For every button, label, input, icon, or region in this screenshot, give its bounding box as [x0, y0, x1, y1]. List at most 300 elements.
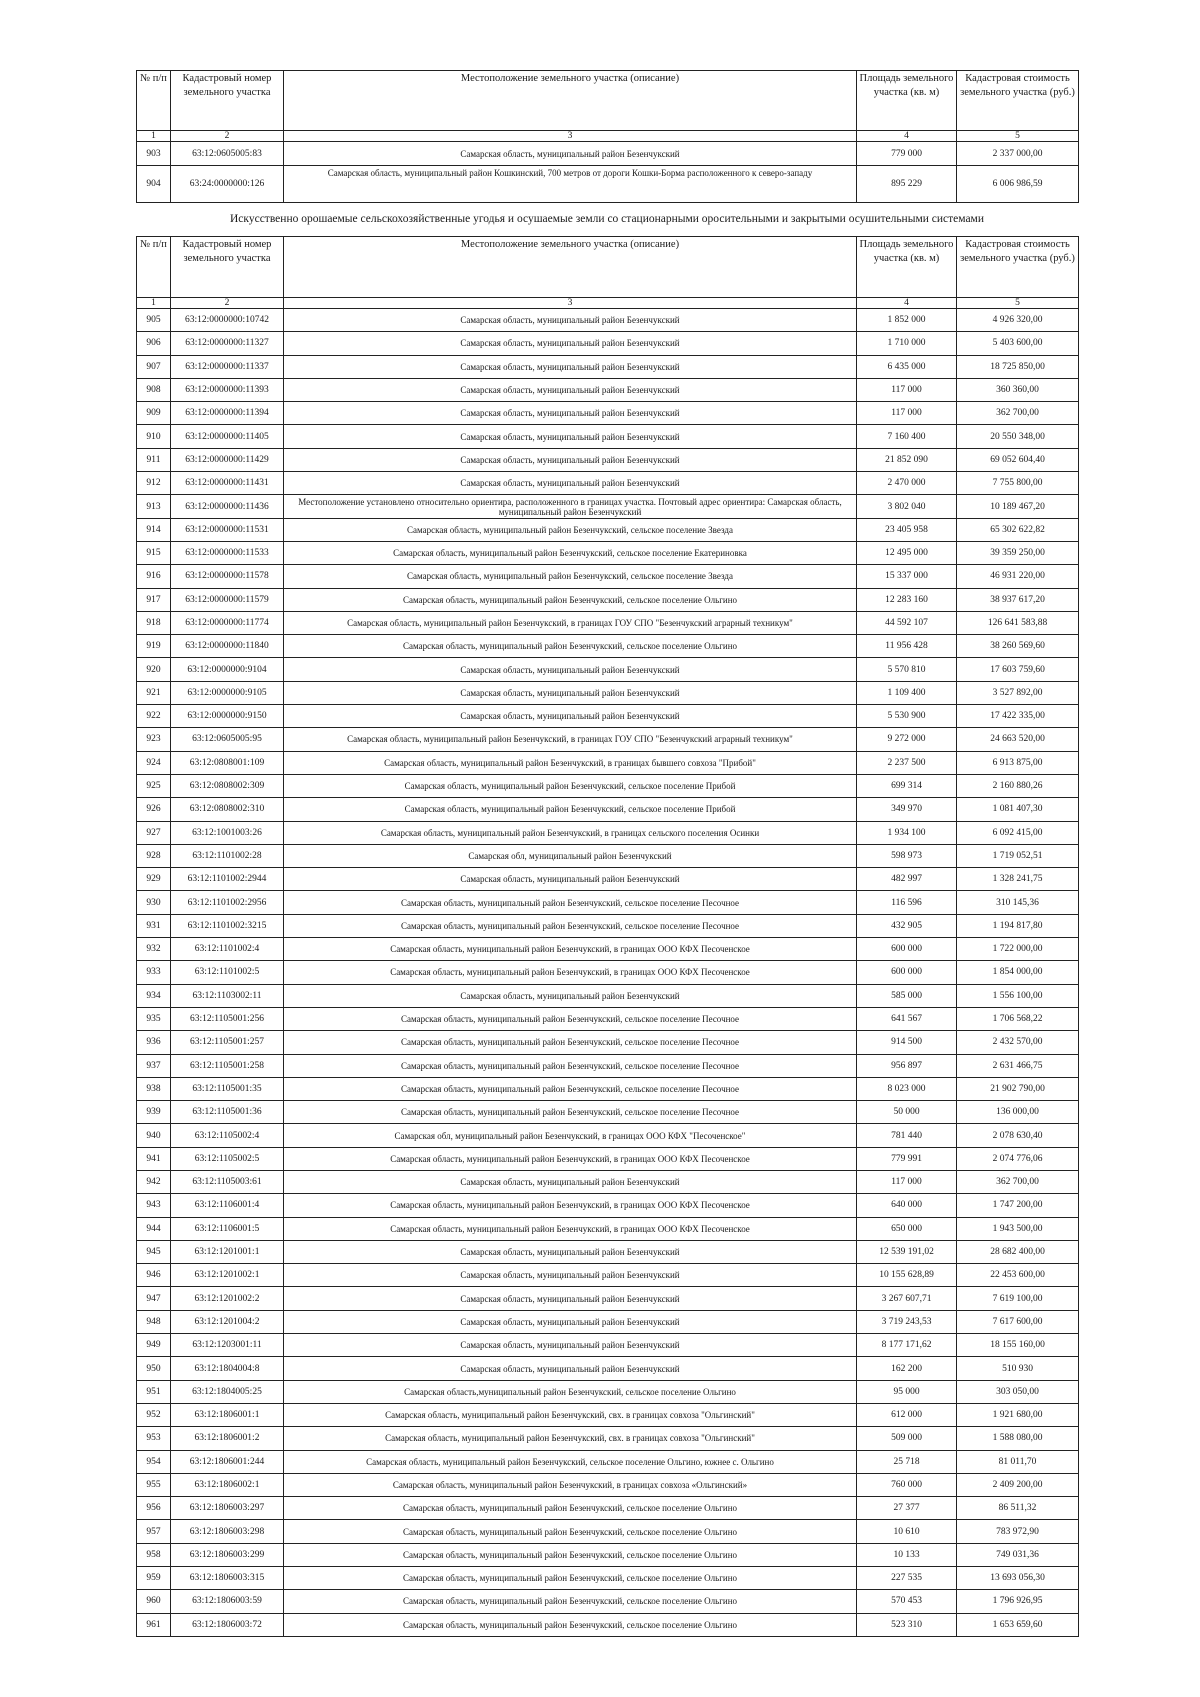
cadastral-number-cell: 63:12:0000000:11436 [171, 495, 284, 518]
cost-cell: 1 943 500,00 [957, 1217, 1079, 1240]
location-cell: Самарская область, муниципальный район Безенчукский [284, 1310, 857, 1333]
row-number-cell: 958 [137, 1543, 171, 1566]
row-number-cell: 920 [137, 658, 171, 681]
row-number-cell: 918 [137, 611, 171, 634]
row-number-cell: 961 [137, 1613, 171, 1636]
location-cell: Самарская область, муниципальный район Безенчукский, в границах ООО КФХ Песоченское [284, 1217, 857, 1240]
location-cell: Самарская область, муниципальный район Безенчукский [284, 142, 857, 166]
table-row [137, 1077, 1079, 1100]
row-number-cell: 955 [137, 1473, 171, 1496]
table-row [137, 1170, 1079, 1193]
header-location: Местоположение земельного участка (описание) [284, 71, 857, 131]
location-cell: Самарская область, муниципальный район Безенчукский, в границах ООО КФХ Песоченское [284, 961, 857, 984]
location-cell: Самарская область, муниципальный район Безенчукский [284, 658, 857, 681]
area-cell: 1 109 400 [857, 681, 957, 704]
area-cell: 12 495 000 [857, 541, 957, 564]
location-cell: Самарская область, муниципальный район Безенчукский, сельское поселение Ольгино [284, 635, 857, 658]
area-cell: 12 539 191,02 [857, 1240, 957, 1263]
location-cell: Самарская область, муниципальный район Безенчукский, в границах бывшего совхоза "Прибой" [284, 751, 857, 774]
location-cell: Самарская область, муниципальный район Безенчукский, в границах ООО КФХ Песоченское [284, 1147, 857, 1170]
location-cell: Самарская область, муниципальный район Безенчукский [284, 1240, 857, 1263]
table-row [137, 1264, 1079, 1287]
cadastral-number-cell: 63:12:1201002:2 [171, 1287, 284, 1310]
location-cell: Самарская область, муниципальный район Безенчукский [284, 448, 857, 471]
cost-cell: 362 700,00 [957, 402, 1079, 425]
cost-cell: 5 403 600,00 [957, 332, 1079, 355]
cost-cell: 1 556 100,00 [957, 984, 1079, 1007]
table-row [137, 1031, 1079, 1054]
cost-cell: 1 722 000,00 [957, 938, 1079, 961]
cadastral-number-cell: 63:12:1105002:5 [171, 1147, 284, 1170]
cost-cell: 22 453 600,00 [957, 1264, 1079, 1287]
table-row [137, 984, 1079, 1007]
cadastral-number-cell: 63:12:1806001:1 [171, 1403, 284, 1426]
table-row [137, 914, 1079, 937]
area-cell: 482 997 [857, 868, 957, 891]
cost-cell: 783 972,90 [957, 1520, 1079, 1543]
table-2-body [137, 309, 1079, 1637]
row-number-cell: 942 [137, 1170, 171, 1193]
cadastral-number-cell: 63:12:1201004:2 [171, 1310, 284, 1333]
row-number-cell: 911 [137, 448, 171, 471]
cadastral-number-cell: 63:12:0000000:11533 [171, 541, 284, 564]
cadastral-number-cell: 63:12:0605005:95 [171, 728, 284, 751]
table-row [137, 611, 1079, 634]
row-number-cell: 914 [137, 518, 171, 541]
column-index-row [137, 298, 1079, 309]
location-cell: Самарская область, муниципальный район Безенчукский, сельское поселение Ольгино [284, 1497, 857, 1520]
table-row [137, 1194, 1079, 1217]
cadastral-number-cell: 63:12:1806003:299 [171, 1543, 284, 1566]
location-cell: Самарская область, муниципальный район Безенчукский [284, 681, 857, 704]
row-number-cell: 903 [137, 142, 171, 166]
table-row [137, 378, 1079, 401]
area-cell: 1 852 000 [857, 309, 957, 332]
cost-cell: 17 603 759,60 [957, 658, 1079, 681]
cadastral-number-cell: 63:12:1201001:1 [171, 1240, 284, 1263]
area-cell: 598 973 [857, 844, 957, 867]
cost-cell: 10 189 467,20 [957, 495, 1079, 518]
cadastral-number-cell: 63:12:1201002:1 [171, 1264, 284, 1287]
table-row [137, 1357, 1079, 1380]
header-number: № п/п [137, 237, 171, 298]
cadastral-number-cell: 63:12:0000000:11394 [171, 402, 284, 425]
area-cell: 8 177 171,62 [857, 1334, 957, 1357]
cadastral-number-cell: 63:12:0000000:11405 [171, 425, 284, 448]
area-cell: 956 897 [857, 1054, 957, 1077]
table-row [137, 1310, 1079, 1333]
row-number-cell: 925 [137, 774, 171, 797]
cost-cell: 2 432 570,00 [957, 1031, 1079, 1054]
area-cell: 117 000 [857, 402, 957, 425]
cost-cell: 20 550 348,00 [957, 425, 1079, 448]
header-cadastral-number: Кадастровый номер земельного участка [171, 71, 284, 131]
row-number-cell: 919 [137, 635, 171, 658]
area-cell: 227 535 [857, 1567, 957, 1590]
header-area: Площадь земельного участка (кв. м) [857, 237, 957, 298]
cost-cell: 136 000,00 [957, 1101, 1079, 1124]
table-row [137, 425, 1079, 448]
cadastral-number-cell: 63:12:1106001:4 [171, 1194, 284, 1217]
cadastral-number-cell: 63:12:0808001:109 [171, 751, 284, 774]
location-cell: Самарская область, муниципальный район Безенчукский, в границах ООО КФХ Песоченское [284, 938, 857, 961]
area-cell: 3 802 040 [857, 495, 957, 518]
area-cell: 779 991 [857, 1147, 957, 1170]
location-cell: Самарская область, муниципальный район Безенчукский [284, 1357, 857, 1380]
table-row [137, 658, 1079, 681]
area-cell: 895 229 [857, 166, 957, 203]
table-row [137, 1054, 1079, 1077]
table-row [137, 1147, 1079, 1170]
cadastral-number-cell: 63:12:1105001:257 [171, 1031, 284, 1054]
row-number-cell: 953 [137, 1427, 171, 1450]
cadastral-number-cell: 63:12:1001003:26 [171, 821, 284, 844]
column-index: 4 [857, 131, 957, 142]
location-cell: Самарская область, муниципальный район Безенчукский, свх. в границах совхоза "Ольгинский" [284, 1427, 857, 1450]
header-cadastral-number: Кадастровый номер земельного участка [171, 237, 284, 298]
cadastral-number-cell: 63:12:1806003:59 [171, 1590, 284, 1613]
table-row [137, 1427, 1079, 1450]
area-cell: 2 470 000 [857, 472, 957, 495]
table-header-row [137, 237, 1079, 298]
cost-cell: 2 337 000,00 [957, 142, 1079, 166]
cost-cell: 38 260 569,60 [957, 635, 1079, 658]
cost-cell: 18 725 850,00 [957, 355, 1079, 378]
cost-cell: 6 913 875,00 [957, 751, 1079, 774]
cost-cell: 7 755 800,00 [957, 472, 1079, 495]
cadastral-number-cell: 63:12:1101002:2944 [171, 868, 284, 891]
cost-cell: 1 747 200,00 [957, 1194, 1079, 1217]
row-number-cell: 939 [137, 1101, 171, 1124]
table-row [137, 1543, 1079, 1566]
cadastral-number-cell: 63:12:0000000:9104 [171, 658, 284, 681]
cost-cell: 6 092 415,00 [957, 821, 1079, 844]
row-number-cell: 952 [137, 1403, 171, 1426]
location-cell: Самарская область, муниципальный район Безенчукский, сельское поселение Ольгино [284, 1613, 857, 1636]
location-cell: Самарская область, муниципальный район Безенчукский, сельское поселение Песочное [284, 1031, 857, 1054]
area-cell: 509 000 [857, 1427, 957, 1450]
cadastral-number-cell: 63:12:0000000:11429 [171, 448, 284, 471]
table-1-body [137, 142, 1079, 203]
row-number-cell: 932 [137, 938, 171, 961]
column-index: 5 [957, 131, 1079, 142]
cadastral-number-cell: 63:12:1804005:25 [171, 1380, 284, 1403]
cadastral-number-cell: 63:12:1806002:1 [171, 1473, 284, 1496]
cost-cell: 3 527 892,00 [957, 681, 1079, 704]
column-index: 3 [284, 131, 857, 142]
cost-cell: 1 706 568,22 [957, 1007, 1079, 1030]
table-row [137, 1101, 1079, 1124]
row-number-cell: 951 [137, 1380, 171, 1403]
table-row [137, 309, 1079, 332]
cadastral-number-cell: 63:12:1101002:2956 [171, 891, 284, 914]
cost-cell: 360 360,00 [957, 378, 1079, 401]
area-cell: 50 000 [857, 1101, 957, 1124]
table-row [137, 774, 1079, 797]
table-row [137, 961, 1079, 984]
table-row [137, 1217, 1079, 1240]
location-cell: Самарская область, муниципальный район Безенчукский [284, 425, 857, 448]
cadastral-number-cell: 63:12:0808002:310 [171, 798, 284, 821]
area-cell: 432 905 [857, 914, 957, 937]
row-number-cell: 941 [137, 1147, 171, 1170]
cost-cell: 18 155 160,00 [957, 1334, 1079, 1357]
row-number-cell: 957 [137, 1520, 171, 1543]
row-number-cell: 940 [137, 1124, 171, 1147]
cadastral-number-cell: 63:12:1804004:8 [171, 1357, 284, 1380]
cost-cell: 2 078 630,40 [957, 1124, 1079, 1147]
cadastral-number-cell: 63:12:1806003:297 [171, 1497, 284, 1520]
row-number-cell: 907 [137, 355, 171, 378]
location-cell: Самарская область, муниципальный район Кошкинский, 700 метров от дороги Кошки-Борма расположенного к северо-западу [284, 166, 857, 203]
cost-cell: 1 194 817,80 [957, 914, 1079, 937]
area-cell: 10 610 [857, 1520, 957, 1543]
cost-cell: 13 693 056,30 [957, 1567, 1079, 1590]
location-cell: Самарская область, муниципальный район Безенчукский, сельское поселение Песочное [284, 914, 857, 937]
location-cell: Местоположение установлено относительно ориентира, расположенного в границах участка. Почтовый адрес ориентира: Самарская область, муниципальный район Безенчукский [284, 495, 857, 518]
area-cell: 23 405 958 [857, 518, 957, 541]
area-cell: 44 592 107 [857, 611, 957, 634]
location-cell: Самарская область, муниципальный район Безенчукский [284, 402, 857, 425]
cost-cell: 1 653 659,60 [957, 1613, 1079, 1636]
cadastral-number-cell: 63:12:1105001:35 [171, 1077, 284, 1100]
location-cell: Самарская область, муниципальный район Безенчукский [284, 1287, 857, 1310]
row-number-cell: 915 [137, 541, 171, 564]
cadastral-number-cell: 63:12:1806001:244 [171, 1450, 284, 1473]
cadastral-table-2 [136, 236, 1079, 1637]
location-cell: Самарская область, муниципальный район Безенчукский [284, 1334, 857, 1357]
column-index: 1 [137, 298, 171, 309]
row-number-cell: 936 [137, 1031, 171, 1054]
row-number-cell: 908 [137, 378, 171, 401]
cadastral-number-cell: 63:12:0605005:83 [171, 142, 284, 166]
row-number-cell: 935 [137, 1007, 171, 1030]
location-cell: Самарская область, муниципальный район Безенчукский, сельское поселение Звезда [284, 518, 857, 541]
row-number-cell: 923 [137, 728, 171, 751]
row-number-cell: 905 [137, 309, 171, 332]
cost-cell: 46 931 220,00 [957, 565, 1079, 588]
area-cell: 25 718 [857, 1450, 957, 1473]
cadastral-number-cell: 63:12:1203001:11 [171, 1334, 284, 1357]
cadastral-number-cell: 63:12:1806003:298 [171, 1520, 284, 1543]
area-cell: 585 000 [857, 984, 957, 1007]
cost-cell: 6 006 986,59 [957, 166, 1079, 203]
row-number-cell: 934 [137, 984, 171, 1007]
location-cell: Самарская область, муниципальный район Безенчукский [284, 332, 857, 355]
cost-cell: 39 359 250,00 [957, 541, 1079, 564]
cost-cell: 510 930 [957, 1357, 1079, 1380]
cadastral-number-cell: 63:12:1101002:3215 [171, 914, 284, 937]
table-row [137, 402, 1079, 425]
table-row [137, 1473, 1079, 1496]
area-cell: 699 314 [857, 774, 957, 797]
cadastral-number-cell: 63:12:1806003:72 [171, 1613, 284, 1636]
cadastral-number-cell: 63:12:1105001:36 [171, 1101, 284, 1124]
location-cell: Самарская область, муниципальный район Безенчукский [284, 868, 857, 891]
table-row [137, 142, 1079, 166]
cost-cell: 81 011,70 [957, 1450, 1079, 1473]
row-number-cell: 950 [137, 1357, 171, 1380]
row-number-cell: 924 [137, 751, 171, 774]
table-row [137, 1613, 1079, 1636]
table-row [137, 332, 1079, 355]
row-number-cell: 909 [137, 402, 171, 425]
cost-cell: 2 074 776,06 [957, 1147, 1079, 1170]
column-index-row [137, 131, 1079, 142]
cost-cell: 1 081 407,30 [957, 798, 1079, 821]
area-cell: 117 000 [857, 1170, 957, 1193]
row-number-cell: 933 [137, 961, 171, 984]
row-number-cell: 931 [137, 914, 171, 937]
cost-cell: 7 619 100,00 [957, 1287, 1079, 1310]
area-cell: 3 267 607,71 [857, 1287, 957, 1310]
table-row [137, 635, 1079, 658]
cadastral-table-1 [136, 70, 1079, 203]
cost-cell: 749 031,36 [957, 1543, 1079, 1566]
cadastral-number-cell: 63:12:1101002:5 [171, 961, 284, 984]
table-row [137, 495, 1079, 518]
row-number-cell: 945 [137, 1240, 171, 1263]
table-row [137, 798, 1079, 821]
location-cell: Самарская область, муниципальный район Безенчукский, сельское поселение Ольгино [284, 588, 857, 611]
row-number-cell: 937 [137, 1054, 171, 1077]
cost-cell: 1 328 241,75 [957, 868, 1079, 891]
location-cell: Самарская область, муниципальный район Безенчукский [284, 378, 857, 401]
table-row [137, 448, 1079, 471]
area-cell: 11 956 428 [857, 635, 957, 658]
area-cell: 1 934 100 [857, 821, 957, 844]
area-cell: 570 453 [857, 1590, 957, 1613]
area-cell: 3 719 243,53 [857, 1310, 957, 1333]
cadastral-number-cell: 63:12:0000000:11531 [171, 518, 284, 541]
location-cell: Самарская область, муниципальный район Безенчукский, сельское поселение Ольгино [284, 1543, 857, 1566]
row-number-cell: 922 [137, 705, 171, 728]
row-number-cell: 926 [137, 798, 171, 821]
cost-cell: 21 902 790,00 [957, 1077, 1079, 1100]
location-cell: Самарская область, муниципальный район Безенчукский, сельское поселение Ольгино [284, 1520, 857, 1543]
cost-cell: 7 617 600,00 [957, 1310, 1079, 1333]
table-row [137, 891, 1079, 914]
cost-cell: 38 937 617,20 [957, 588, 1079, 611]
area-cell: 760 000 [857, 1473, 957, 1496]
row-number-cell: 916 [137, 565, 171, 588]
location-cell: Самарская область, муниципальный район Безенчукский, сельское поселение Песочное [284, 1054, 857, 1077]
cost-cell: 2 160 880,26 [957, 774, 1079, 797]
column-index: 4 [857, 298, 957, 309]
location-cell: Самарская область, муниципальный район Безенчукский [284, 309, 857, 332]
cost-cell: 126 641 583,88 [957, 611, 1079, 634]
cost-cell: 4 926 320,00 [957, 309, 1079, 332]
header-cost: Кадастровая стоимость земельного участка (руб.) [957, 71, 1079, 131]
row-number-cell: 921 [137, 681, 171, 704]
header-location: Местоположение земельного участка (описание) [284, 237, 857, 298]
row-number-cell: 906 [137, 332, 171, 355]
cadastral-number-cell: 63:24:0000000:126 [171, 166, 284, 203]
table-row [137, 728, 1079, 751]
location-cell: Самарская область, муниципальный район Безенчукский [284, 1170, 857, 1193]
column-index: 2 [171, 131, 284, 142]
location-cell: Самарская обл, муниципальный район Безенчукский [284, 844, 857, 867]
table-row [137, 166, 1079, 203]
cost-cell: 303 050,00 [957, 1380, 1079, 1403]
cadastral-number-cell: 63:12:1806003:315 [171, 1567, 284, 1590]
table-row [137, 588, 1079, 611]
location-cell: Самарская область, муниципальный район Безенчукский, сельское поселение Звезда [284, 565, 857, 588]
table-row [137, 565, 1079, 588]
area-cell: 162 200 [857, 1357, 957, 1380]
table-row [137, 1567, 1079, 1590]
area-cell: 523 310 [857, 1613, 957, 1636]
table-row [137, 1287, 1079, 1310]
row-number-cell: 910 [137, 425, 171, 448]
cadastral-number-cell: 63:12:1101002:28 [171, 844, 284, 867]
cadastral-number-cell: 63:12:0000000:10742 [171, 309, 284, 332]
row-number-cell: 944 [137, 1217, 171, 1240]
table-row [137, 518, 1079, 541]
area-cell: 5 530 900 [857, 705, 957, 728]
row-number-cell: 927 [137, 821, 171, 844]
cost-cell: 2 631 466,75 [957, 1054, 1079, 1077]
area-cell: 116 596 [857, 891, 957, 914]
table-row [137, 1403, 1079, 1426]
row-number-cell: 946 [137, 1264, 171, 1287]
cadastral-number-cell: 63:12:0000000:9105 [171, 681, 284, 704]
location-cell: Самарская область, муниципальный район Безенчукский, в границах сельского поселения Осинки [284, 821, 857, 844]
location-cell: Самарская область, муниципальный район Безенчукский [284, 355, 857, 378]
area-cell: 600 000 [857, 938, 957, 961]
cost-cell: 1 588 080,00 [957, 1427, 1079, 1450]
area-cell: 650 000 [857, 1217, 957, 1240]
row-number-cell: 930 [137, 891, 171, 914]
cadastral-number-cell: 63:12:1105003:61 [171, 1170, 284, 1193]
area-cell: 1 710 000 [857, 332, 957, 355]
row-number-cell: 913 [137, 495, 171, 518]
area-cell: 779 000 [857, 142, 957, 166]
location-cell: Самарская область, муниципальный район Безенчукский [284, 1264, 857, 1287]
table-row [137, 868, 1079, 891]
table-row [137, 844, 1079, 867]
area-cell: 600 000 [857, 961, 957, 984]
cadastral-number-cell: 63:12:0000000:11393 [171, 378, 284, 401]
area-cell: 12 283 160 [857, 588, 957, 611]
cadastral-number-cell: 63:12:0808002:309 [171, 774, 284, 797]
cost-cell: 1 854 000,00 [957, 961, 1079, 984]
location-cell: Самарская обл, муниципальный район Безенчукский, в границах ООО КФХ "Песоченское" [284, 1124, 857, 1147]
location-cell: Самарская область, муниципальный район Безенчукский, в границах ГОУ СПО "Безенчукский аграрный техникум" [284, 611, 857, 634]
area-cell: 15 337 000 [857, 565, 957, 588]
cost-cell: 28 682 400,00 [957, 1240, 1079, 1263]
location-cell: Самарская область, муниципальный район Безенчукский, сельское поселение Прибой [284, 798, 857, 821]
cadastral-number-cell: 63:12:0000000:11774 [171, 611, 284, 634]
row-number-cell: 954 [137, 1450, 171, 1473]
table-row [137, 821, 1079, 844]
cost-cell: 86 511,32 [957, 1497, 1079, 1520]
area-cell: 21 852 090 [857, 448, 957, 471]
area-cell: 612 000 [857, 1403, 957, 1426]
location-cell: Самарская область, муниципальный район Безенчукский, сельское поселение Екатериновка [284, 541, 857, 564]
cadastral-number-cell: 63:12:1105002:4 [171, 1124, 284, 1147]
area-cell: 117 000 [857, 378, 957, 401]
location-cell: Самарская область, муниципальный район Безенчукский [284, 472, 857, 495]
location-cell: Самарская область, муниципальный район Безенчукский, сельское поселение Песочное [284, 1101, 857, 1124]
cadastral-number-cell: 63:12:0000000:9150 [171, 705, 284, 728]
location-cell: Самарская область, муниципальный район Безенчукский, сельское поселение Песочное [284, 1007, 857, 1030]
cadastral-number-cell: 63:12:0000000:11327 [171, 332, 284, 355]
table-row [137, 1450, 1079, 1473]
table-row [137, 751, 1079, 774]
header-cost: Кадастровая стоимость земельного участка (руб.) [957, 237, 1079, 298]
area-cell: 6 435 000 [857, 355, 957, 378]
